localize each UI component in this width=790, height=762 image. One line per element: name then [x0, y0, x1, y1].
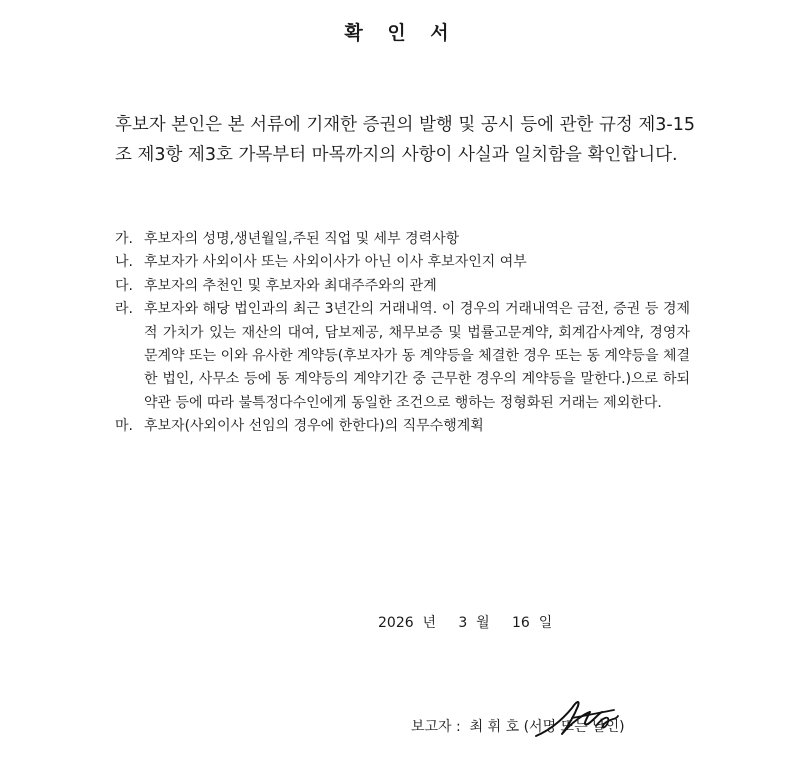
item-marker: 마. — [115, 418, 133, 435]
item-text: 후보자의 성명,생년월일,주된 직업 및 세부 경력사항 — [144, 231, 460, 247]
reporter-label: 보고자 : — [411, 719, 461, 735]
reporter-name: 최 휘 호 — [469, 719, 520, 735]
date-year: 2026 — [378, 615, 414, 631]
item-text: 후보자(사외이사 선임의 경우에 한한다)의 직무수행계획 — [144, 418, 484, 435]
seal-note: (서명 또는 날인 — [523, 719, 620, 735]
list-item — [115, 228, 690, 251]
date-day: 16 — [511, 615, 530, 631]
item-list — [115, 228, 690, 439]
item-marker: 라. — [115, 301, 133, 318]
item-text: 후보자가 사외이사 또는 사외이사가 아닌 이사 후보자인지 여부 — [144, 254, 527, 271]
list-item — [115, 251, 690, 274]
document-title: 확 인 서 — [344, 22, 458, 44]
date-day-unit: 일 — [538, 615, 553, 631]
list-item — [115, 298, 690, 415]
document-date — [378, 612, 552, 632]
item-marker: 가. — [115, 231, 133, 247]
seal-note-close: ) — [619, 719, 625, 735]
date-year-unit: 년 — [422, 615, 437, 631]
reporter-line — [411, 716, 625, 736]
list-item — [115, 275, 690, 298]
signature-area — [524, 716, 620, 736]
item-text: 후보자의 추천인 및 후보자와 최대주주와의 관계 — [144, 277, 437, 294]
confirmation-statement: 후보자 본인은 본 서류에 기재한 증권의 발행 및 공시 등에 관한 규정 제3-15조 제3항 제3호 가목부터 마목까지의 사항이 사실과 일치함을 확인합니다. — [115, 115, 695, 165]
item-marker: 다. — [115, 277, 133, 294]
date-month: 3 — [458, 615, 468, 631]
list-item — [115, 415, 690, 438]
item-marker: 나. — [115, 254, 133, 271]
item-text: 후보자와 해당 법인과의 최근 3년간의 거래내역. 이 경우의 거래내역은 금전, 증권 등 경제적 가치가 있는 재산의 대여, 담보제공, 채무보증 및 법률고문계약, 회계감사계약, 경영자문계약 또는 이와 유사한 계약등(후보자가 동 계약등을 체결한 경우 또는 동 계약등을 체결한 법인, 사무소 등에 동 계약등의 계약기간 중 근무한 경우의 계약등을 말한다.)으로 하되 약관 등에 따라 불특정다수인에게 동일한 조건으로 행하는 정형화된 거래는 제외한다. — [144, 301, 690, 411]
date-month-unit: 월 — [476, 615, 490, 631]
